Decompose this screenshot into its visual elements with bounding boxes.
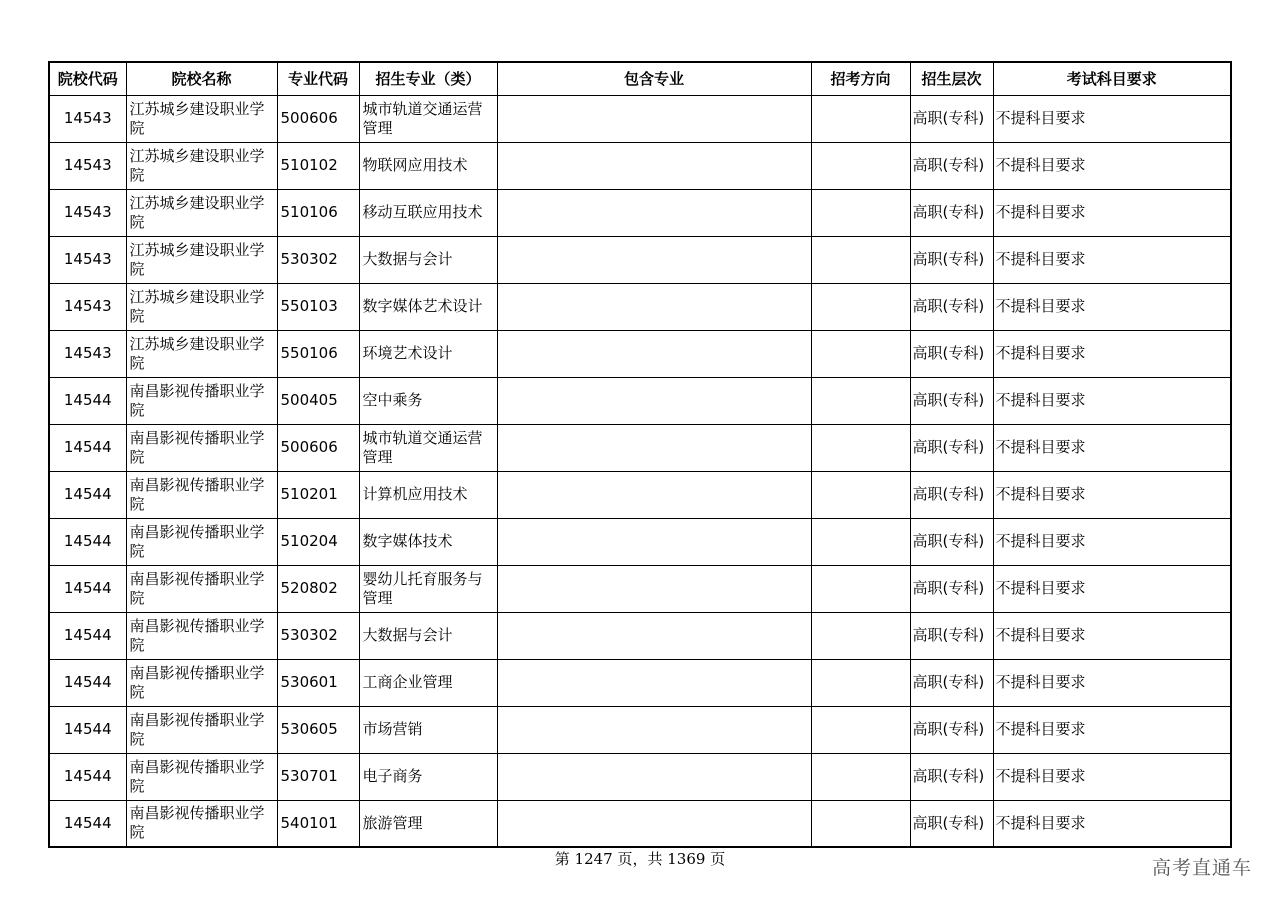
school-code-cell: 14544 [49, 706, 126, 753]
level-cell: 高职(专科) [910, 471, 993, 518]
major-cell: 数字媒体艺术设计 [359, 283, 497, 330]
direction-cell [811, 659, 910, 706]
subject-requirement-cell: 不提科目要求 [993, 189, 1231, 236]
level-cell: 高职(专科) [910, 424, 993, 471]
major-cell: 城市轨道交通运营管理 [359, 95, 497, 142]
school-code-cell: 14544 [49, 753, 126, 800]
level-cell: 高职(专科) [910, 565, 993, 612]
included-majors-cell [497, 95, 811, 142]
level-cell: 高职(专科) [910, 706, 993, 753]
included-majors-cell [497, 518, 811, 565]
school-name-cell: 江苏城乡建设职业学院 [126, 283, 277, 330]
level-cell: 高职(专科) [910, 753, 993, 800]
major-code-cell: 530302 [277, 236, 359, 283]
direction-cell [811, 800, 910, 847]
direction-cell [811, 330, 910, 377]
subject-requirement-cell: 不提科目要求 [993, 471, 1231, 518]
school-name-cell: 南昌影视传播职业学院 [126, 800, 277, 847]
school-code-cell: 14544 [49, 565, 126, 612]
header-major: 招生专业（类） [359, 62, 497, 95]
major-code-cell: 510106 [277, 189, 359, 236]
subject-requirement-cell: 不提科目要求 [993, 565, 1231, 612]
major-cell: 电子商务 [359, 753, 497, 800]
school-name-cell: 南昌影视传播职业学院 [126, 471, 277, 518]
included-majors-cell [497, 471, 811, 518]
school-name-cell: 南昌影视传播职业学院 [126, 612, 277, 659]
subject-requirement-cell: 不提科目要求 [993, 659, 1231, 706]
included-majors-cell [497, 706, 811, 753]
school-name-cell: 南昌影视传播职业学院 [126, 377, 277, 424]
table-row [49, 424, 1231, 471]
table-row [49, 142, 1231, 189]
school-code-cell: 14544 [49, 424, 126, 471]
table-row [49, 283, 1231, 330]
included-majors-cell [497, 377, 811, 424]
subject-requirement-cell: 不提科目要求 [993, 377, 1231, 424]
table-body [49, 95, 1231, 847]
header-included-majors: 包含专业 [497, 62, 811, 95]
school-code-cell: 14543 [49, 142, 126, 189]
subject-requirement-cell: 不提科目要求 [993, 753, 1231, 800]
major-code-cell: 530605 [277, 706, 359, 753]
included-majors-cell [497, 189, 811, 236]
subject-requirement-cell: 不提科目要求 [993, 800, 1231, 847]
header-major-code: 专业代码 [277, 62, 359, 95]
header-subject-requirement: 考试科目要求 [993, 62, 1231, 95]
level-cell: 高职(专科) [910, 189, 993, 236]
school-name-cell: 南昌影视传播职业学院 [126, 753, 277, 800]
table-row [49, 612, 1231, 659]
table-row [49, 800, 1231, 847]
school-code-cell: 14544 [49, 612, 126, 659]
table-header-row [49, 62, 1231, 95]
level-cell: 高职(专科) [910, 236, 993, 283]
subject-requirement-cell: 不提科目要求 [993, 612, 1231, 659]
major-code-cell: 530701 [277, 753, 359, 800]
direction-cell [811, 706, 910, 753]
school-code-cell: 14544 [49, 659, 126, 706]
included-majors-cell [497, 283, 811, 330]
school-name-cell: 江苏城乡建设职业学院 [126, 95, 277, 142]
major-code-cell: 520802 [277, 565, 359, 612]
major-cell: 婴幼儿托育服务与管理 [359, 565, 497, 612]
school-name-cell: 江苏城乡建设职业学院 [126, 142, 277, 189]
school-name-cell: 南昌影视传播职业学院 [126, 565, 277, 612]
major-cell: 大数据与会计 [359, 236, 497, 283]
table-row [49, 377, 1231, 424]
included-majors-cell [497, 236, 811, 283]
header-school-name: 院校名称 [126, 62, 277, 95]
major-code-cell: 510204 [277, 518, 359, 565]
school-name-cell: 南昌影视传播职业学院 [126, 424, 277, 471]
direction-cell [811, 283, 910, 330]
major-cell: 空中乘务 [359, 377, 497, 424]
level-cell: 高职(专科) [910, 659, 993, 706]
direction-cell [811, 471, 910, 518]
subject-requirement-cell: 不提科目要求 [993, 142, 1231, 189]
major-cell: 环境艺术设计 [359, 330, 497, 377]
major-cell: 数字媒体技术 [359, 518, 497, 565]
subject-requirement-cell: 不提科目要求 [993, 95, 1231, 142]
school-code-cell: 14544 [49, 471, 126, 518]
direction-cell [811, 142, 910, 189]
school-code-cell: 14544 [49, 377, 126, 424]
direction-cell [811, 565, 910, 612]
school-name-cell: 南昌影视传播职业学院 [126, 518, 277, 565]
included-majors-cell [497, 565, 811, 612]
header-school-code: 院校代码 [49, 62, 126, 95]
major-code-cell: 530601 [277, 659, 359, 706]
major-cell: 工商企业管理 [359, 659, 497, 706]
major-code-cell: 500606 [277, 424, 359, 471]
included-majors-cell [497, 659, 811, 706]
included-majors-cell [497, 753, 811, 800]
major-code-cell: 510102 [277, 142, 359, 189]
major-code-cell: 530302 [277, 612, 359, 659]
page-number: 第 1247 页，共 1369 页 [554, 850, 726, 868]
subject-requirement-cell: 不提科目要求 [993, 283, 1231, 330]
school-code-cell: 14543 [49, 236, 126, 283]
direction-cell [811, 424, 910, 471]
table-row [49, 471, 1231, 518]
table-row [49, 189, 1231, 236]
major-cell: 市场营销 [359, 706, 497, 753]
major-cell: 计算机应用技术 [359, 471, 497, 518]
watermark: 高考直通车 [1151, 857, 1252, 879]
direction-cell [811, 236, 910, 283]
school-code-cell: 14543 [49, 189, 126, 236]
table-row [49, 659, 1231, 706]
school-name-cell: 江苏城乡建设职业学院 [126, 236, 277, 283]
subject-requirement-cell: 不提科目要求 [993, 706, 1231, 753]
table-row [49, 753, 1231, 800]
level-cell: 高职(专科) [910, 377, 993, 424]
school-code-cell: 14543 [49, 95, 126, 142]
table-row [49, 518, 1231, 565]
major-cell: 大数据与会计 [359, 612, 497, 659]
header-direction: 招考方向 [811, 62, 910, 95]
subject-requirement-cell: 不提科目要求 [993, 518, 1231, 565]
included-majors-cell [497, 142, 811, 189]
admissions-table [48, 61, 1232, 848]
direction-cell [811, 612, 910, 659]
major-cell: 城市轨道交通运营管理 [359, 424, 497, 471]
subject-requirement-cell: 不提科目要求 [993, 236, 1231, 283]
major-code-cell: 540101 [277, 800, 359, 847]
direction-cell [811, 518, 910, 565]
table-row [49, 330, 1231, 377]
direction-cell [811, 753, 910, 800]
major-cell: 物联网应用技术 [359, 142, 497, 189]
level-cell: 高职(专科) [910, 142, 993, 189]
major-code-cell: 510201 [277, 471, 359, 518]
subject-requirement-cell: 不提科目要求 [993, 424, 1231, 471]
school-name-cell: 南昌影视传播职业学院 [126, 659, 277, 706]
major-code-cell: 500405 [277, 377, 359, 424]
school-name-cell: 南昌影视传播职业学院 [126, 706, 277, 753]
direction-cell [811, 189, 910, 236]
level-cell: 高职(专科) [910, 330, 993, 377]
subject-requirement-cell: 不提科目要求 [993, 330, 1231, 377]
included-majors-cell [497, 424, 811, 471]
school-code-cell: 14543 [49, 283, 126, 330]
level-cell: 高职(专科) [910, 95, 993, 142]
header-level: 招生层次 [910, 62, 993, 95]
level-cell: 高职(专科) [910, 518, 993, 565]
school-name-cell: 江苏城乡建设职业学院 [126, 330, 277, 377]
table-row [49, 706, 1231, 753]
level-cell: 高职(专科) [910, 283, 993, 330]
level-cell: 高职(专科) [910, 800, 993, 847]
included-majors-cell [497, 612, 811, 659]
included-majors-cell [497, 330, 811, 377]
school-code-cell: 14544 [49, 800, 126, 847]
school-code-cell: 14544 [49, 518, 126, 565]
school-name-cell: 江苏城乡建设职业学院 [126, 189, 277, 236]
included-majors-cell [497, 800, 811, 847]
table-row [49, 236, 1231, 283]
major-code-cell: 500606 [277, 95, 359, 142]
major-code-cell: 550106 [277, 330, 359, 377]
direction-cell [811, 377, 910, 424]
major-cell: 移动互联应用技术 [359, 189, 497, 236]
direction-cell [811, 95, 910, 142]
table-row [49, 565, 1231, 612]
major-code-cell: 550103 [277, 283, 359, 330]
table-row [49, 95, 1231, 142]
school-code-cell: 14543 [49, 330, 126, 377]
level-cell: 高职(专科) [910, 612, 993, 659]
major-cell: 旅游管理 [359, 800, 497, 847]
